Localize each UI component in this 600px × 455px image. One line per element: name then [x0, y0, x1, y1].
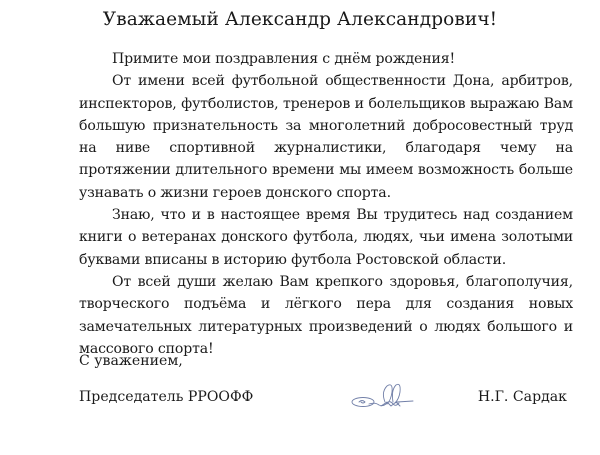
signatory-name: Н.Г. Сардак: [477, 389, 567, 405]
paragraph-gratitude: От имени всей футбольной общественности Дона, арбитров, инспекторов, футболистов, тренеров и болельщиков выражаю Вам большую признательность за многолетний добросовестный труд на ниве спортивной журналистики, благодаря чему на протяжении длительного времени мы имеем возможность больше узнавать о жизни героев донского спорта.: [79, 73, 573, 201]
handwritten-signature-icon: [349, 378, 419, 414]
letter-body: [79, 48, 573, 360]
signature-block: [79, 386, 573, 416]
signatory-position: Председатель РРООФФ: [79, 389, 254, 405]
paragraph-book: Знаю, что и в настоящее время Вы трудитесь над созданием книги о ветеранах донского футбола, людях, чьи имена золотыми буквами вписаны в историю футбола Ростовской области.: [79, 207, 573, 268]
paragraph-greeting: Примите мои поздравления с днём рождения!: [112, 51, 455, 67]
paragraph-wishes: От всей души желаю Вам крепкого здоровья, благополучия, творческого подъёма и лёгкого пера для создания новых замечательных литературных произведений о людях большого и массового спорта!: [79, 273, 573, 357]
letter-salutation: Уважаемый Александр Александрович!: [102, 9, 498, 30]
letter-closing: С уважением,: [79, 353, 183, 369]
